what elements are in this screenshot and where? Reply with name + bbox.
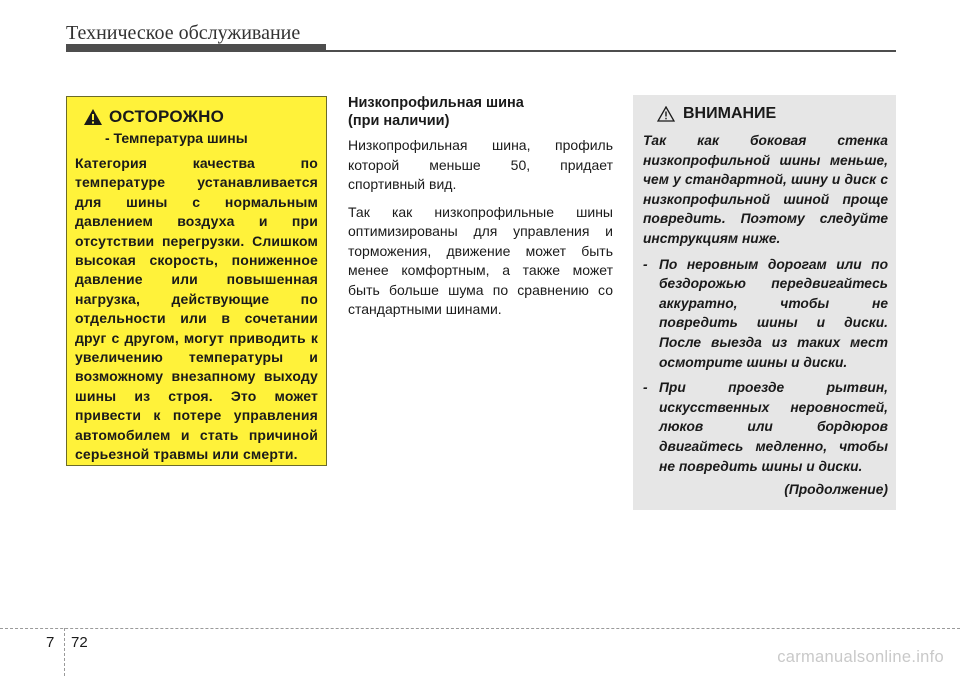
- list-dash: -: [643, 380, 648, 396]
- warning-box: [66, 96, 327, 466]
- middle-column: [348, 94, 613, 328]
- caution-title: ВНИМАНИЕ: [683, 105, 777, 122]
- chapter-number: 7: [46, 634, 55, 651]
- caution-item-text: При проезде рытвин, искусственных неровностей, люков или бордюров двигайтесь медленно, чтобы не повредить шины и диски.: [659, 380, 888, 474]
- warning-subtitle: - Температура шины: [105, 130, 248, 146]
- watermark: carmanualsonline.info: [777, 648, 944, 666]
- caution-header: [657, 105, 888, 123]
- warning-triangle-icon: [83, 108, 103, 126]
- paragraph-1: Низкопрофильная шина, профиль которой меньше 50, придает спортивный вид.: [348, 137, 613, 192]
- caution-list-item: [643, 255, 888, 373]
- warning-body: Категория качества по температуре устанавливается для шины с нормальным давлением воздуха и при отсутствии перегрузки. Слишком высокая скорость, пониженное давление или повышенная нагрузка, действующие по отдельности или в сочетании друг с другом, могут приводить к увеличению температуры и возможному внезапному выходу шины из строя. Это может привести к потере управления автомобилем и стать причиной серьезной травмы или смерти.: [75, 155, 318, 463]
- header-bar-thin: [326, 50, 896, 52]
- paragraph-2: Так как низкопрофильные шины оптимизированы для управления и торможения, движение может быть менее комфортным, а также может быть больше шума по сравнению со стандартными шинами.: [348, 203, 613, 317]
- page-number: 72: [71, 634, 88, 651]
- footer-divider: [64, 628, 65, 676]
- page-header-title: Техническое обслуживание: [66, 22, 301, 44]
- caution-list-item: [643, 378, 888, 476]
- header-bar-thick: [66, 44, 326, 52]
- section-heading-line1: Низкопрофильная шина: [348, 95, 524, 111]
- caution-item-text: По неровным дорогам или по бездорожью передвигайтесь аккуратно, чтобы не повредить шины и диски. После выезда из таких мест осмотрите шины и диски.: [659, 256, 888, 370]
- section-heading-line2: (при наличии): [348, 113, 450, 129]
- footer-rule: [0, 628, 960, 629]
- section-heading: [348, 94, 613, 130]
- caution-box: [633, 95, 896, 510]
- caution-intro: Так как боковая стенка низкопрофильной шины меньше, чем у стандартной, шину и диск с низкопрофильной шиной проще повредить. Поэтому следуйте инструкциям ниже.: [643, 133, 888, 246]
- warning-header: [83, 107, 318, 127]
- caution-triangle-icon: [657, 106, 675, 122]
- list-dash: -: [643, 256, 648, 272]
- warning-title: ОСТОРОЖНО: [109, 107, 225, 126]
- continued-label: (Продолжение): [784, 482, 888, 498]
